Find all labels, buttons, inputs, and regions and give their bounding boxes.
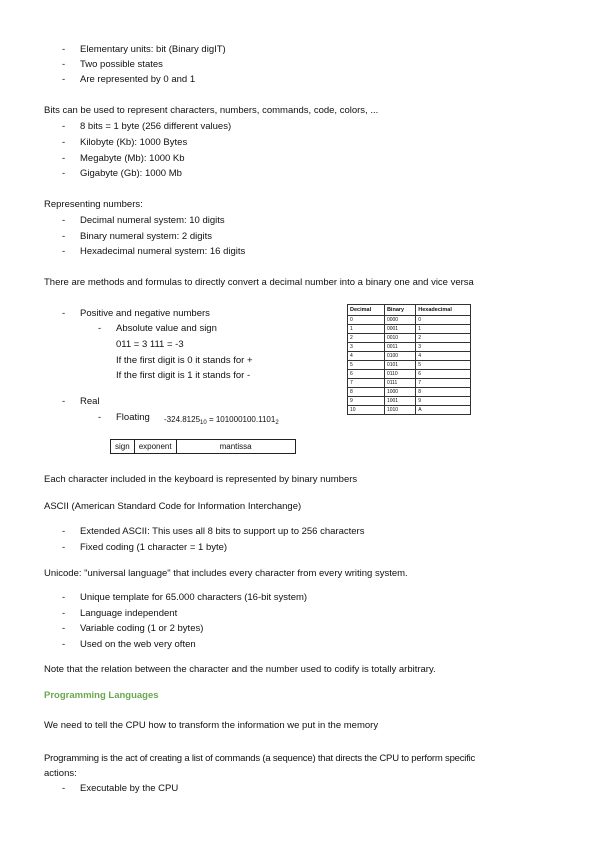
table-cell: A (416, 406, 471, 415)
list-item: Gigabyte (Gb): 1000 Mb (80, 168, 182, 179)
table-cell: 1 (348, 325, 385, 334)
list-item: Elementary units: bit (Binary digIT) (80, 44, 226, 55)
bullet-dash: - (62, 526, 66, 537)
table-cell: 1 (416, 325, 471, 334)
paragraph: We need to tell the CPU how to transform the information we put in the memory (44, 720, 379, 731)
table-cell: 0 (416, 316, 471, 325)
table-row (348, 379, 471, 388)
table-cell: 0111 (384, 379, 415, 388)
column-header: Hexadecimal (416, 305, 471, 316)
table-cell: 4 (416, 352, 471, 361)
table-cell: 10 (348, 406, 385, 415)
table-cell: 0 (348, 316, 385, 325)
table-cell: 2 (348, 334, 385, 343)
list-item: Absolute value and sign (116, 323, 217, 334)
list-item: 8 bits = 1 byte (256 different values) (80, 121, 232, 132)
bullet-dash: - (62, 168, 66, 179)
list-item: Binary numeral system: 2 digits (80, 231, 212, 242)
table-row (348, 361, 471, 370)
table-row (348, 388, 471, 397)
table-row (348, 316, 471, 325)
bullet-dash: - (62, 639, 66, 650)
bullet-dash: - (62, 246, 66, 257)
table-cell: 0110 (384, 370, 415, 379)
list-item: Positive and negative numbers (80, 308, 210, 319)
bullet-dash: - (62, 153, 66, 164)
table-cell: 6 (416, 370, 471, 379)
bullet-dash: - (62, 542, 66, 553)
paragraph: actions: (44, 768, 77, 779)
table-cell: 8 (416, 388, 471, 397)
paragraph: There are methods and formulas to directly convert a decimal number into a binary one and vice versa (44, 277, 474, 288)
format-mantissa-cell: mantissa (219, 442, 252, 451)
list-item: Real (80, 396, 100, 407)
list-item: Language independent (80, 608, 178, 619)
table-cell: 0010 (384, 334, 415, 343)
paragraph: Unicode: "universal language" that includes every character from every writing system. (44, 568, 408, 579)
bullet-dash: - (98, 412, 102, 423)
bullet-dash: - (62, 308, 66, 319)
list-item: Unique template for 65.000 characters (16-bit system) (80, 592, 308, 603)
paragraph: Note that the relation between the character and the number used to codify is totally arbitrary. (44, 664, 436, 675)
table-cell: 5 (416, 361, 471, 370)
float-subscript: 2 (275, 420, 279, 426)
bullet-dash: - (62, 59, 66, 70)
list-item: Two possible states (80, 59, 163, 70)
table-cell: 1000 (384, 388, 415, 397)
float-example (164, 414, 279, 429)
note-text: If the first digit is 1 it stands for - (116, 370, 251, 381)
table-cell: 1001 (384, 397, 415, 406)
table-row (348, 343, 471, 352)
bullet-dash: - (62, 44, 66, 55)
float-format-diagram (110, 439, 296, 454)
list-item: Megabyte (Mb): 1000 Kb (80, 153, 185, 164)
bullet-dash: - (62, 396, 66, 407)
paragraph: Bits can be used to represent characters, numbers, commands, code, colors, ... (44, 105, 379, 116)
table-cell: 7 (348, 379, 385, 388)
list-item: Decimal numeral system: 10 digits (80, 215, 225, 226)
table-cell: 0001 (384, 325, 415, 334)
bullet-dash: - (62, 623, 66, 634)
table-row (348, 325, 471, 334)
paragraph: Each character included in the keyboard is represented by binary numbers (44, 474, 358, 485)
bullet-dash: - (62, 121, 66, 132)
table-row (348, 370, 471, 379)
paragraph: Representing numbers: (44, 199, 143, 210)
table-row (348, 334, 471, 343)
bullet-dash: - (62, 215, 66, 226)
conversion-table (347, 304, 471, 415)
table-row (348, 406, 471, 415)
table-cell: 8 (348, 388, 385, 397)
table-cell: 5 (348, 361, 385, 370)
bullet-dash: - (62, 74, 66, 85)
table-cell: 7 (416, 379, 471, 388)
table-cell: 0000 (384, 316, 415, 325)
list-item: Floating (116, 412, 150, 423)
bullet-dash: - (98, 323, 102, 334)
table-cell: 6 (348, 370, 385, 379)
column-header: Binary (384, 305, 415, 316)
float-equals: = 101000100.1101 (206, 415, 276, 424)
table-cell: 1010 (384, 406, 415, 415)
table-cell: 0011 (384, 343, 415, 352)
example-text: 011 = 3 111 = -3 (116, 339, 184, 350)
bullet-dash: - (62, 231, 66, 242)
note-text: If the first digit is 0 it stands for + (116, 355, 253, 366)
table-cell: 3 (416, 343, 471, 352)
bullet-dash: - (62, 592, 66, 603)
list-item: Extended ASCII: This uses all 8 bits to support up to 256 characters (80, 526, 365, 537)
column-header: Decimal (348, 305, 385, 316)
float-subscript: 10 (200, 420, 207, 426)
list-item: Variable coding (1 or 2 bytes) (80, 623, 204, 634)
bullet-dash: - (62, 783, 66, 794)
paragraph: ASCII (American Standard Code for Information Interchange) (44, 501, 302, 512)
list-item: Fixed coding (1 character = 1 byte) (80, 542, 228, 553)
table-header-row (348, 305, 471, 316)
format-sign-cell: sign (111, 440, 135, 453)
table-cell: 2 (416, 334, 471, 343)
table-row (348, 352, 471, 361)
list-item: Are represented by 0 and 1 (80, 74, 196, 85)
table-cell: 0101 (384, 361, 415, 370)
paragraph: Programming is the act of creating a list of commands (a sequence) that directs the CPU to perform specific (44, 753, 476, 764)
bullet-dash: - (62, 137, 66, 148)
section-heading: Programming Languages (44, 690, 159, 701)
list-item: Kilobyte (Kb): 1000 Bytes (80, 137, 188, 148)
table-row (348, 397, 471, 406)
list-item: Hexadecimal numeral system: 16 digits (80, 246, 246, 257)
format-exponent-cell: exponent (135, 440, 177, 453)
bullet-dash: - (62, 608, 66, 619)
table-cell: 3 (348, 343, 385, 352)
table-cell: 9 (348, 397, 385, 406)
list-item: Executable by the CPU (80, 783, 179, 794)
float-value: -324.8125 (164, 415, 201, 424)
table-cell: 0100 (384, 352, 415, 361)
table-cell: 9 (416, 397, 471, 406)
list-item: Used on the web very often (80, 639, 196, 650)
table-cell: 4 (348, 352, 385, 361)
